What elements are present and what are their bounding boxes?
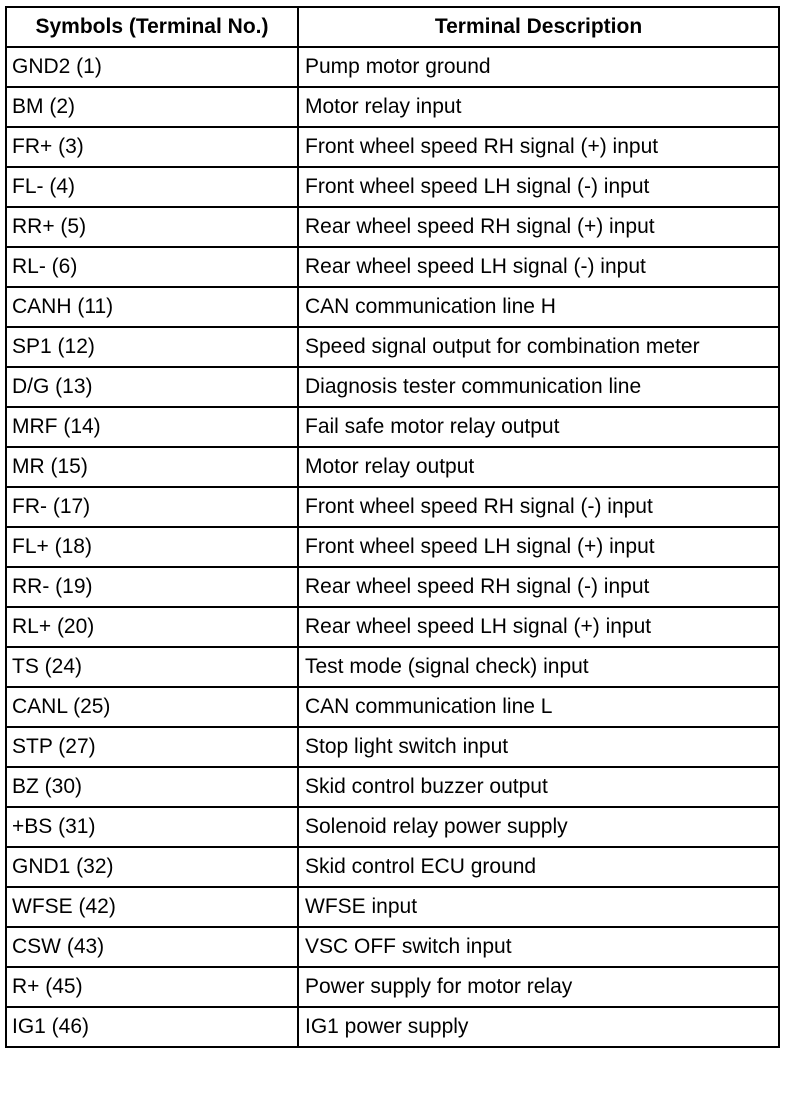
terminal-symbol-cell: CANL (25) bbox=[6, 687, 298, 727]
table-row bbox=[6, 567, 779, 607]
table-row bbox=[6, 687, 779, 727]
terminal-description-cell: Rear wheel speed RH signal (-) input bbox=[298, 567, 779, 607]
terminal-symbol-cell: FL- (4) bbox=[6, 167, 298, 207]
terminal-description-cell: Pump motor ground bbox=[298, 47, 779, 87]
terminal-description-cell: Diagnosis tester communication line bbox=[298, 367, 779, 407]
terminal-description-table bbox=[5, 6, 780, 1048]
terminal-description-cell: Solenoid relay power supply bbox=[298, 807, 779, 847]
terminal-description-cell: Front wheel speed LH signal (+) input bbox=[298, 527, 779, 567]
header-symbols: Symbols (Terminal No.) bbox=[6, 7, 298, 47]
table-row bbox=[6, 807, 779, 847]
terminal-description-cell: CAN communication line H bbox=[298, 287, 779, 327]
table-row bbox=[6, 967, 779, 1007]
terminal-symbol-cell: CSW (43) bbox=[6, 927, 298, 967]
table-body bbox=[6, 47, 779, 1047]
terminal-symbol-cell: +BS (31) bbox=[6, 807, 298, 847]
terminal-symbol-cell: BM (2) bbox=[6, 87, 298, 127]
terminal-description-cell: Test mode (signal check) input bbox=[298, 647, 779, 687]
terminal-symbol-cell: RR- (19) bbox=[6, 567, 298, 607]
table-row bbox=[6, 247, 779, 287]
header-description: Terminal Description bbox=[298, 7, 779, 47]
terminal-description-cell: Front wheel speed RH signal (-) input bbox=[298, 487, 779, 527]
terminal-symbol-cell: WFSE (42) bbox=[6, 887, 298, 927]
terminal-symbol-cell: R+ (45) bbox=[6, 967, 298, 1007]
terminal-symbol-cell: CANH (11) bbox=[6, 287, 298, 327]
terminal-description-cell: Skid control ECU ground bbox=[298, 847, 779, 887]
terminal-description-cell: Motor relay input bbox=[298, 87, 779, 127]
terminal-description-cell: Skid control buzzer output bbox=[298, 767, 779, 807]
terminal-symbol-cell: BZ (30) bbox=[6, 767, 298, 807]
table-row bbox=[6, 327, 779, 367]
table-row bbox=[6, 727, 779, 767]
table-row bbox=[6, 287, 779, 327]
terminal-description-cell: Front wheel speed RH signal (+) input bbox=[298, 127, 779, 167]
terminal-symbol-cell: RR+ (5) bbox=[6, 207, 298, 247]
terminal-description-cell: Front wheel speed LH signal (-) input bbox=[298, 167, 779, 207]
terminal-description-cell: Rear wheel speed LH signal (-) input bbox=[298, 247, 779, 287]
table-row bbox=[6, 847, 779, 887]
table-row bbox=[6, 407, 779, 447]
terminal-description-cell: Power supply for motor relay bbox=[298, 967, 779, 1007]
table-row bbox=[6, 87, 779, 127]
terminal-description-cell: Motor relay output bbox=[298, 447, 779, 487]
terminal-symbol-cell: RL- (6) bbox=[6, 247, 298, 287]
terminal-description-cell: IG1 power supply bbox=[298, 1007, 779, 1047]
terminal-symbol-cell: FR- (17) bbox=[6, 487, 298, 527]
terminal-symbol-cell: TS (24) bbox=[6, 647, 298, 687]
table-row bbox=[6, 927, 779, 967]
terminal-description-cell: Stop light switch input bbox=[298, 727, 779, 767]
terminal-symbol-cell: MR (15) bbox=[6, 447, 298, 487]
header-row bbox=[6, 7, 779, 47]
terminal-description-cell: Rear wheel speed LH signal (+) input bbox=[298, 607, 779, 647]
terminal-symbol-cell: IG1 (46) bbox=[6, 1007, 298, 1047]
table-row bbox=[6, 487, 779, 527]
terminal-symbol-cell: MRF (14) bbox=[6, 407, 298, 447]
table-row bbox=[6, 767, 779, 807]
terminal-symbol-cell: FR+ (3) bbox=[6, 127, 298, 167]
table-header bbox=[6, 7, 779, 47]
terminal-symbol-cell: RL+ (20) bbox=[6, 607, 298, 647]
terminal-symbol-cell: STP (27) bbox=[6, 727, 298, 767]
table-row bbox=[6, 527, 779, 567]
table-row bbox=[6, 647, 779, 687]
terminal-description-cell: Fail safe motor relay output bbox=[298, 407, 779, 447]
terminal-description-cell: CAN communication line L bbox=[298, 687, 779, 727]
terminal-symbol-cell: FL+ (18) bbox=[6, 527, 298, 567]
terminal-description-cell: Rear wheel speed RH signal (+) input bbox=[298, 207, 779, 247]
terminal-symbol-cell: GND2 (1) bbox=[6, 47, 298, 87]
table-row bbox=[6, 607, 779, 647]
table-row bbox=[6, 167, 779, 207]
terminal-symbol-cell: SP1 (12) bbox=[6, 327, 298, 367]
table-row bbox=[6, 127, 779, 167]
table-row bbox=[6, 1007, 779, 1047]
terminal-description-cell: Speed signal output for combination meter bbox=[298, 327, 779, 367]
table-row bbox=[6, 47, 779, 87]
terminal-symbol-cell: GND1 (32) bbox=[6, 847, 298, 887]
table-row bbox=[6, 887, 779, 927]
table-row bbox=[6, 367, 779, 407]
terminal-description-cell: WFSE input bbox=[298, 887, 779, 927]
terminal-description-cell: VSC OFF switch input bbox=[298, 927, 779, 967]
table-row bbox=[6, 207, 779, 247]
terminal-symbol-cell: D/G (13) bbox=[6, 367, 298, 407]
table-row bbox=[6, 447, 779, 487]
terminal-table-sheet bbox=[5, 6, 778, 1048]
